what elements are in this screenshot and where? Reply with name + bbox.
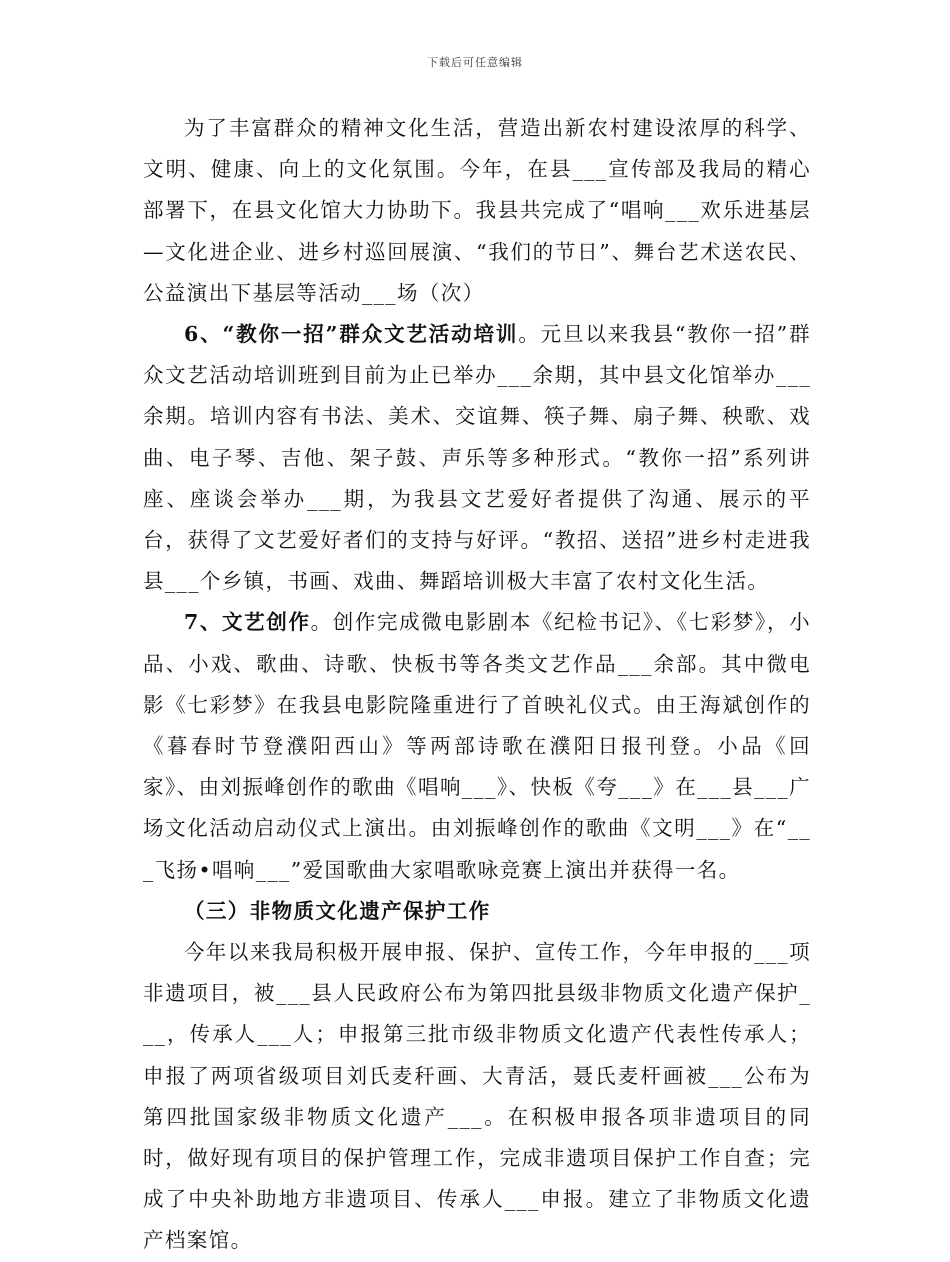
intro-paragraph xyxy=(143,108,811,314)
item-6-title: 6、“教你一招”群众文艺活动培训 xyxy=(184,322,519,347)
item-7-title: 7、文艺创作 xyxy=(184,610,311,635)
page-header: 下载后可任意编辑 xyxy=(427,56,523,69)
section-3-text: 今年以来我局积极开展申报、保护、宣传工作，今年申报的___项非遗项目，被___县人民政府公布为第四批县级非物质文化遗产保护___，传承人___人；申报第三批市级非物质文化遗产代表性传承人；申报了两项省级项目刘氏麦秆画、大青活，聂氏麦杆画被___公布为第四批国家级非物质文化遗产___。在积极申报各项非遗项目的同时，做好现有项目的保护管理工作，完成非遗项目保护工作自查；完成了中央补助地方非遗项目、传承人___申报。建立了非物质文化遗产档案馆。 xyxy=(143,940,811,1253)
item-6-paragraph xyxy=(143,314,811,602)
item-7-paragraph xyxy=(143,602,811,890)
document-body xyxy=(143,108,811,1262)
item-7-body: 。创作完成微电影剧本《纪检书记》、《七彩梦》，小品、小戏、歌曲、诗歌、快板书等各类文艺作品___余部。其中微电影《七彩梦》在我县电影院隆重进行了首映礼仪式。由王海斌创作的《暮春时节登濮阳西山》等两部诗歌在濮阳日报刊登。小品《回家》、由刘振峰创作的歌曲《唱响___》、快板《夸___》在___县___广场文化活动启动仪式上演出。由刘振峰创作的歌曲《文明___》在“___飞扬•唱响___”爱国歌曲大家唱歌咏竞赛上演出并获得一名。 xyxy=(143,610,811,882)
item-6-body: 。元旦以来我县“教你一招”群众文艺活动培训班到目前为止已举办___余期，其中县文化馆举办___余期。培训内容有书法、美术、交谊舞、筷子舞、扇子舞、秧歌、戏曲、电子琴、吉他、架子鼓、声乐等多种形式。“教你一招”系列讲座、座谈会举办___期，为我县文艺爱好者提供了沟通、展示的平台，获得了文艺爱好者们的支持与好评。“教招、送招”进乡村走进我县___个乡镇，书画、戏曲、舞蹈培训极大丰富了农村文化生活。 xyxy=(143,322,812,594)
intro-text: 为了丰富群众的精神文化生活，营造出新农村建设浓厚的科学、文明、健康、向上的文化氛围。今年，在县___宣传部及我局的精心部署下，在县文化馆大力协助下。我县共完成了“唱响___欢乐进基层—文化进企业、进乡村巡回展演、“我们的节日”、舞台艺术送农民、公益演出下基层等活动___场（次） xyxy=(143,116,811,305)
section-3-heading: （三）非物质文化遗产保护工作 xyxy=(184,898,491,923)
section-3-paragraph xyxy=(143,932,811,1262)
